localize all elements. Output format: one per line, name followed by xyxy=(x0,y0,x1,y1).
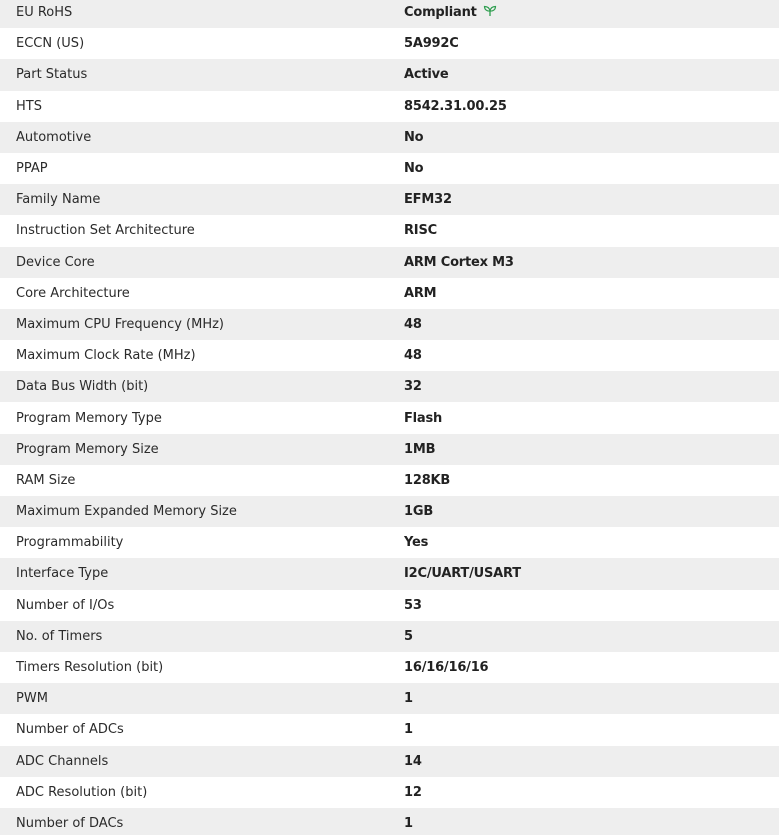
spec-value: 5A992C xyxy=(404,36,459,52)
spec-value: 1MB xyxy=(404,441,436,457)
spec-label: ADC Resolution (bit) xyxy=(16,784,148,800)
spec-value: 53 xyxy=(404,597,422,613)
spec-row-number-of-ios xyxy=(0,590,779,621)
spec-row-pwm xyxy=(0,683,779,714)
spec-label: No. of Timers xyxy=(16,628,103,644)
spec-label: Family Name xyxy=(16,192,101,208)
spec-value: No xyxy=(404,129,424,145)
spec-value: I2C/UART/USART xyxy=(404,566,521,582)
spec-row-max-cpu-frequency xyxy=(0,309,779,340)
spec-label: Part Status xyxy=(16,67,88,83)
spec-row-programmability xyxy=(0,527,779,558)
spec-label: Program Memory Size xyxy=(16,441,159,457)
spec-value: Active xyxy=(404,67,449,83)
spec-label: Number of ADCs xyxy=(16,722,124,738)
spec-row-number-of-dacs xyxy=(0,808,779,835)
spec-row-family-name xyxy=(0,184,779,215)
spec-value xyxy=(404,0,779,28)
spec-label: Interface Type xyxy=(16,566,109,582)
spec-label: Number of DACs xyxy=(16,815,124,831)
spec-row-part-status xyxy=(0,59,779,90)
spec-label: PWM xyxy=(16,691,48,707)
spec-row-ram-size xyxy=(0,465,779,496)
spec-value: 12 xyxy=(404,784,422,800)
spec-row-program-memory-type xyxy=(0,402,779,433)
spec-label: Automotive xyxy=(16,129,92,145)
leaf-icon xyxy=(483,5,497,17)
spec-row-data-bus-width xyxy=(0,371,779,402)
spec-row-adc-channels xyxy=(0,746,779,777)
spec-label: Maximum Clock Rate (MHz) xyxy=(16,348,196,364)
spec-row-eccn xyxy=(0,28,779,59)
spec-label: EU RoHS xyxy=(16,5,73,21)
spec-row-adc-resolution xyxy=(0,777,779,808)
spec-label: HTS xyxy=(16,98,42,114)
spec-label: RAM Size xyxy=(16,472,76,488)
spec-value: Yes xyxy=(404,535,429,551)
spec-value: 8542.31.00.25 xyxy=(404,98,507,114)
spec-label: ADC Channels xyxy=(16,753,109,769)
spec-value: 5 xyxy=(404,628,413,644)
spec-value-text: Compliant xyxy=(404,5,477,21)
spec-row-max-clock-rate xyxy=(0,340,779,371)
spec-label: Maximum Expanded Memory Size xyxy=(16,504,237,520)
spec-row-core-architecture xyxy=(0,278,779,309)
spec-label: Core Architecture xyxy=(16,285,130,301)
spec-label: Number of I/Os xyxy=(16,597,115,613)
spec-row-program-memory-size xyxy=(0,434,779,465)
spec-label: Timers Resolution (bit) xyxy=(16,660,164,676)
spec-value: 48 xyxy=(404,348,422,364)
spec-row-device-core xyxy=(0,247,779,278)
spec-row-number-of-timers xyxy=(0,621,779,652)
spec-label: ECCN (US) xyxy=(16,36,85,52)
spec-row-automotive xyxy=(0,122,779,153)
spec-value: RISC xyxy=(404,223,437,239)
spec-value: EFM32 xyxy=(404,192,452,208)
spec-value: 48 xyxy=(404,316,422,332)
spec-value: 32 xyxy=(404,379,422,395)
spec-value: ARM xyxy=(404,285,437,301)
spec-value: ARM Cortex M3 xyxy=(404,254,514,270)
spec-row-isa xyxy=(0,215,779,246)
spec-label: Maximum CPU Frequency (MHz) xyxy=(16,316,224,332)
spec-label: Device Core xyxy=(16,254,95,270)
spec-value: 1 xyxy=(404,815,413,831)
spec-label: Data Bus Width (bit) xyxy=(16,379,149,395)
spec-row-ppap xyxy=(0,153,779,184)
spec-value: 16/16/16/16 xyxy=(404,660,489,676)
spec-value: 128KB xyxy=(404,472,451,488)
spec-row-eu-rohs xyxy=(0,0,779,28)
spec-value: 1 xyxy=(404,691,413,707)
spec-row-timers-resolution xyxy=(0,652,779,683)
spec-row-interface-type xyxy=(0,558,779,589)
spec-value: Flash xyxy=(404,410,443,426)
spec-value: 14 xyxy=(404,753,422,769)
spec-value: 1GB xyxy=(404,504,434,520)
spec-label: Instruction Set Architecture xyxy=(16,223,195,239)
spec-value: No xyxy=(404,161,424,177)
spec-label: Programmability xyxy=(16,535,124,551)
spec-row-number-of-adcs xyxy=(0,714,779,745)
spec-row-hts xyxy=(0,91,779,122)
spec-label: PPAP xyxy=(16,161,48,177)
spec-row-max-expanded-memory xyxy=(0,496,779,527)
spec-label: Program Memory Type xyxy=(16,410,162,426)
spec-value: 1 xyxy=(404,722,413,738)
